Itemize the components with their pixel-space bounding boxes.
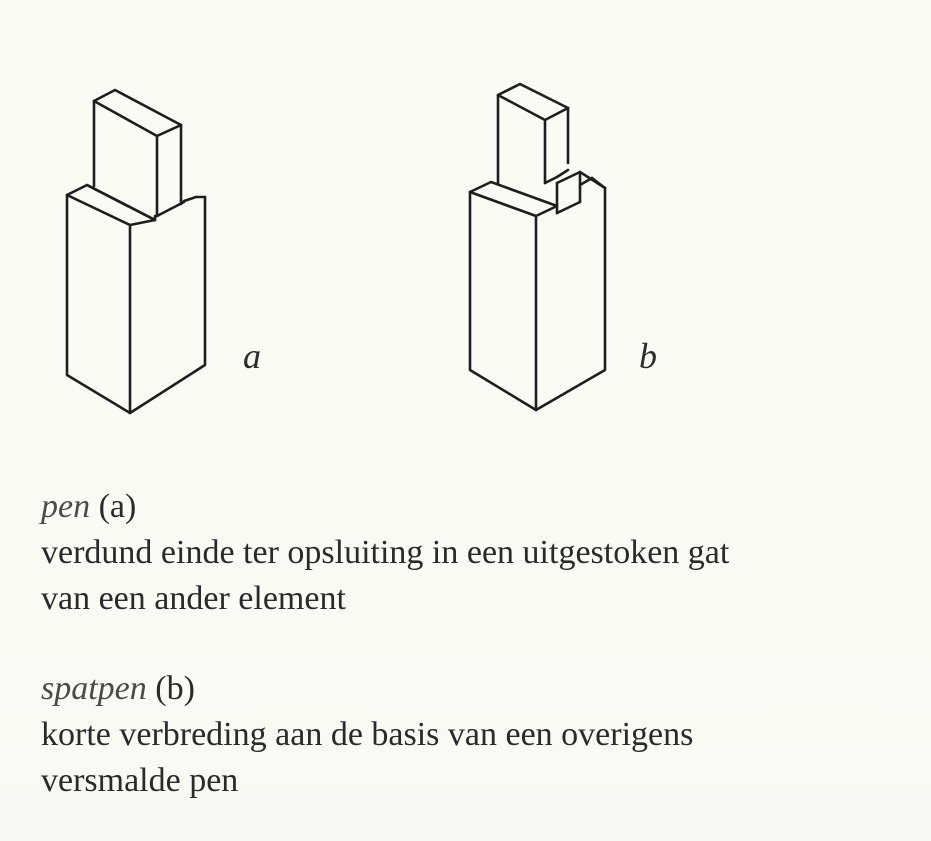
entry-figure-ref: (a) <box>98 488 137 525</box>
entry-definition-line: verdund einde ter opsluiting in een uitgestoken gat <box>41 534 730 571</box>
entry-spatpen <box>41 666 693 804</box>
entry-definition-line: van een ander element <box>41 580 346 617</box>
entry-definition-line: korte verbreding aan de basis van een overigens <box>41 716 694 753</box>
tenon-drawing-b <box>470 84 605 410</box>
tenon-drawing-a <box>67 90 205 413</box>
figure-label-a: a <box>243 336 261 376</box>
entry-term: spatpen <box>41 670 147 707</box>
entry-heading <box>41 484 729 530</box>
entry-pen <box>41 484 729 622</box>
entry-figure-ref: (b) <box>155 670 195 707</box>
figure-label-b: b <box>639 336 657 376</box>
entry-term: pen <box>41 488 91 525</box>
entry-definition-line: versmalde pen <box>41 762 239 799</box>
entry-heading <box>41 666 693 712</box>
